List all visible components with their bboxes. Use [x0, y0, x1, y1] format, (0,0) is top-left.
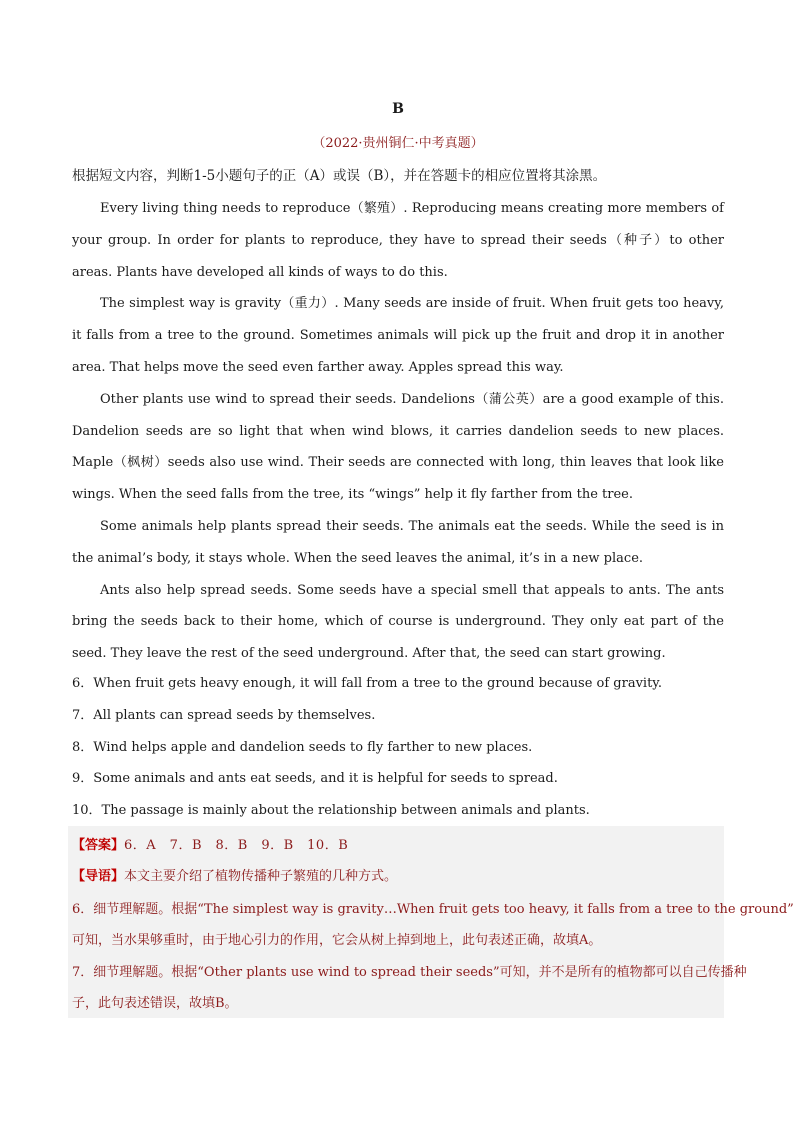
guide-text: 本文主要介绍了植物传播种子繁殖的几种方式。	[124, 869, 398, 884]
guide-tag: 【导语】	[72, 869, 125, 884]
answer-tag: 【答案】	[72, 838, 125, 853]
passage-paragraph: Every living thing needs to reproduce（繁殖）. Reproducing means creating more members of your group. In order for plants to reproduce, they have to spread their seeds（种子）to other areas. Plants have developed all kinds of ways to do this.	[72, 201, 724, 280]
passage-paragraph: The simplest way is gravity（重力）. Many seeds are inside of fruit. When fruit gets too heavy, it falls from a tree to the ground. Sometimes animals will pick up the fruit and drop it in another area. That helps move the seed even farther away. Apples spread this way.	[72, 296, 724, 375]
question-item: 8．Wind helps apple and dandelion seeds to fly farther to new places.	[72, 739, 533, 755]
passage-paragraph: Some animals help plants spread their seeds. The animals eat the seeds. While the seed is in the animal’s body, it stays whole. When the seed leaves the animal, it’s in a new place.	[72, 518, 724, 566]
explanation-line: 7．细节理解题。根据“Other plants use wind to spread their seeds”可知，并不是所有的植物都可以自己传播种	[72, 965, 747, 980]
reading-passage	[72, 193, 724, 670]
section-title: B	[392, 101, 404, 117]
answer-analysis-box	[68, 826, 794, 1018]
explanation-line: 6．细节理解题。根据“The simplest way is gravity…When fruit gets too heavy, it falls from a tree to the ground”	[72, 902, 794, 917]
guide-line	[72, 865, 397, 884]
explanation-line: 子，此句表述错误，故填B。	[72, 996, 238, 1011]
passage-paragraph: Ants also help spread seeds. Some seeds have a special smell that appeals to ants. The ants bring the seeds back to their home, which of course is underground. They only eat part of the seed. They leave the rest of the seed underground. After that, the seed can start growing.	[72, 582, 724, 662]
passage-paragraph: Other plants use wind to spread their seeds. Dandelions（蒲公英）are a good example of this. Dandelion seeds are so light that when wind blows, it carries dandelion seeds to new places. Maple（枫树）seeds also use wind. Their seeds are connected with long, thin leaves that look like wings. When the seed falls from the tree, its “wings” help it fly farther from the tree.	[72, 391, 724, 503]
question-item: 10．The passage is mainly about the relationship between animals and plants.	[72, 803, 590, 819]
question-item: 6．When fruit gets heavy enough, it will fall from a tree to the ground because of gravity.	[72, 676, 663, 691]
question-list	[72, 668, 724, 827]
instructions: 根据短文内容，判断1-5小题句子的正（A）或误（B），并在答题卡的相应位置将其涂黑。	[72, 168, 607, 184]
source-note: （2022·贵州铜仁·中考真题）	[312, 136, 484, 151]
answer-values: 6．A 7．B 8．B 9．B 10．B	[124, 838, 349, 853]
answer-line	[72, 834, 348, 853]
explanation-line: 可知，当水果够重时，由于地心引力的作用，它会从树上掉到地上，此句表述正确，故填A。	[72, 933, 602, 948]
question-item: 7．All plants can spread seeds by themselves.	[72, 707, 376, 723]
question-item: 9．Some animals and ants eat seeds, and it is helpful for seeds to spread.	[72, 771, 558, 787]
